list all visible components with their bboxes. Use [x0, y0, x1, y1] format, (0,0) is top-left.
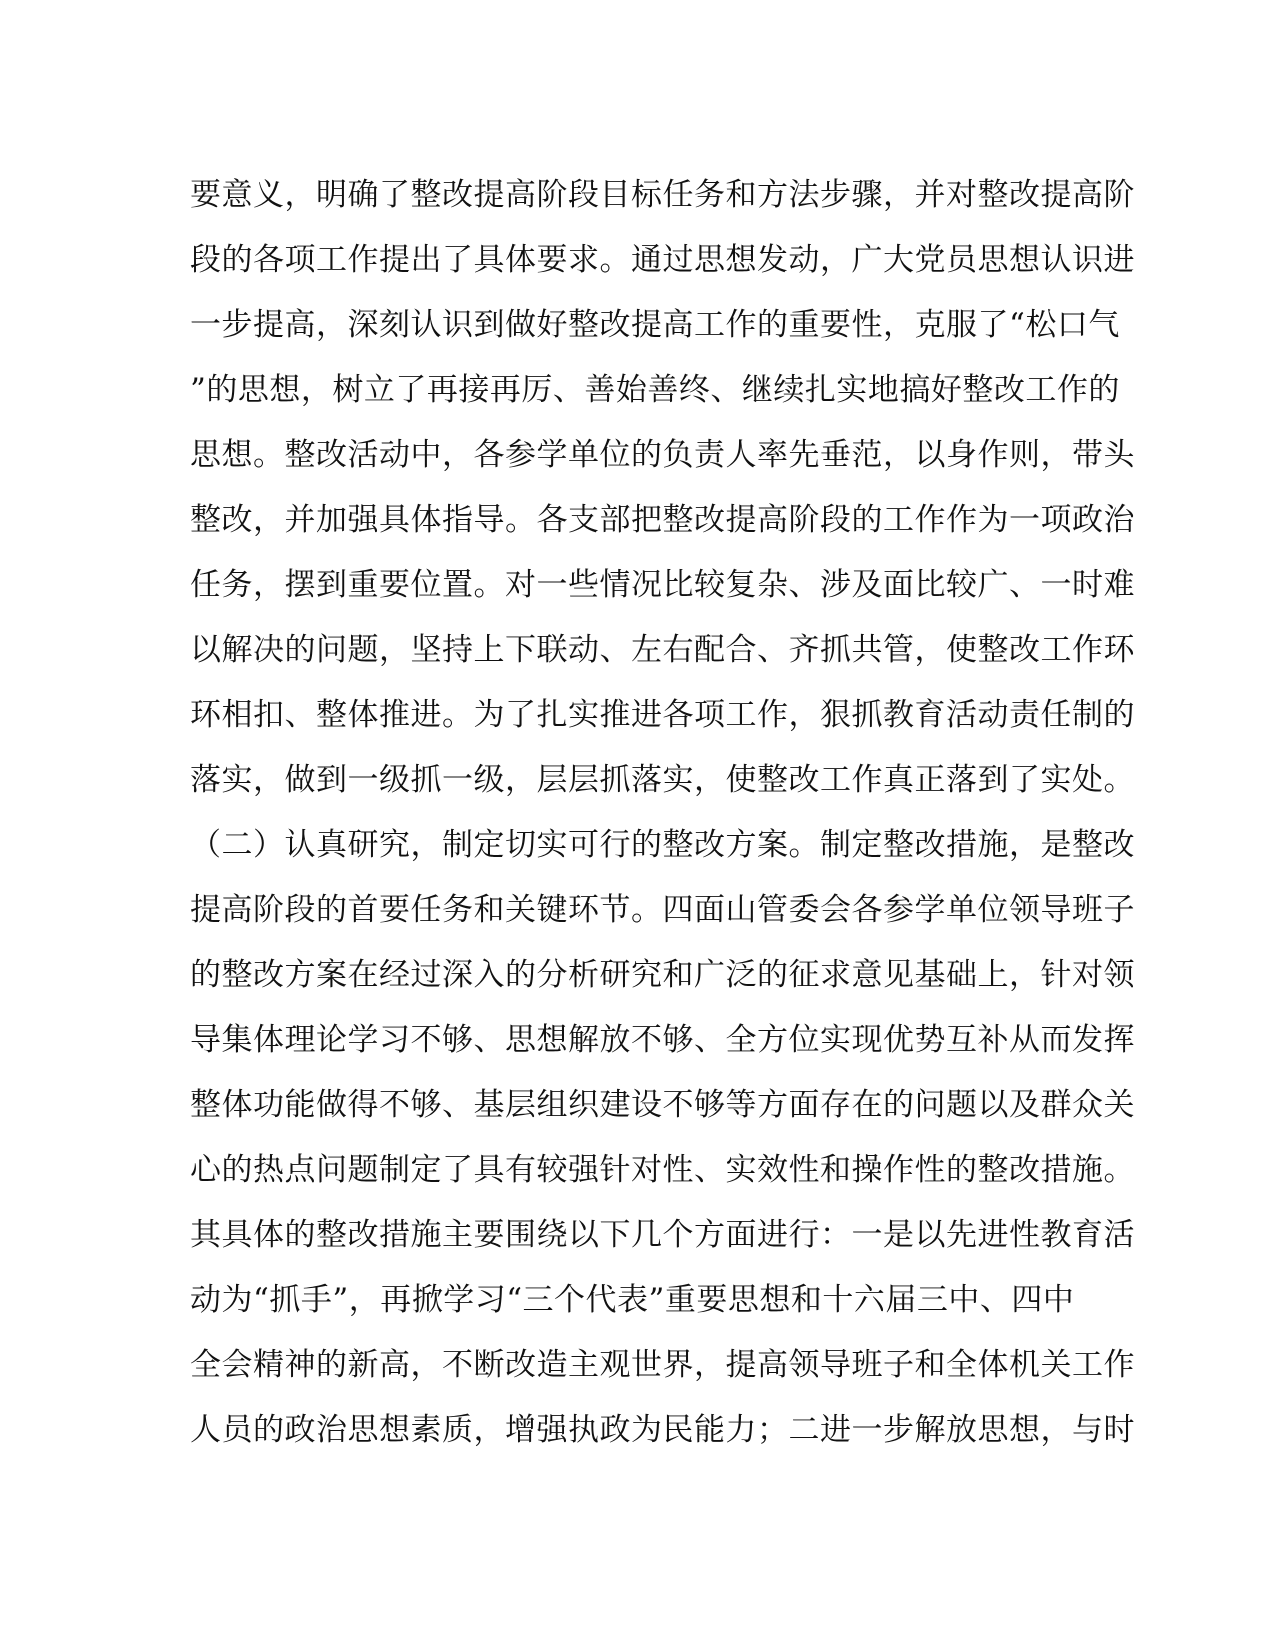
text-line: 导集体理论学习不够、思想解放不够、全方位实现优势互补从而发挥	[190, 1022, 1135, 1058]
text-line: ”的思想，树立了再接再厉、善始善终、继续扎实地搞好整改工作的	[190, 372, 1120, 408]
text-line: （二）认真研究，制定切实可行的整改方案。制定整改措施，是整改	[190, 827, 1135, 863]
text-line: 全会精神的新高，不断改造主观世界，提高领导班子和全体机关工作	[190, 1347, 1135, 1383]
text-line: 段的各项工作提出了具体要求。通过思想发动，广大党员思想认识进	[190, 242, 1135, 278]
text-line: 整改，并加强具体指导。各支部把整改提高阶段的工作作为一项政治	[190, 502, 1135, 538]
text-line: 落实，做到一级抓一级，层层抓落实，使整改工作真正落到了实处。	[190, 762, 1135, 798]
text-line: 人员的政治思想素质，增强执政为民能力；二进一步解放思想，与时	[190, 1412, 1135, 1448]
text-line: 环相扣、整体推进。为了扎实推进各项工作，狠抓教育活动责任制的	[190, 697, 1135, 733]
text-line: 思想。整改活动中，各参学单位的负责人率先垂范，以身作则，带头	[190, 437, 1135, 473]
text-line: 的整改方案在经过深入的分析研究和广泛的征求意见基础上，针对领	[190, 957, 1135, 993]
text-line: 其具体的整改措施主要围绕以下几个方面进行：一是以先进性教育活	[190, 1217, 1135, 1253]
body-text	[190, 163, 1135, 1463]
text-line: 心的热点问题制定了具有较强针对性、实效性和操作性的整改措施。	[190, 1152, 1135, 1188]
text-line: 要意义，明确了整改提高阶段目标任务和方法步骤，并对整改提高阶	[190, 177, 1135, 213]
text-line: 提高阶段的首要任务和关键环节。四面山管委会各参学单位领导班子	[190, 892, 1135, 928]
text-line: 整体功能做得不够、基层组织建设不够等方面存在的问题以及群众关	[190, 1087, 1135, 1123]
text-line: 一步提高，深刻认识到做好整改提高工作的重要性，克服了“松口气	[190, 307, 1120, 343]
text-line: 动为“抓手”，再掀学习“三个代表”重要思想和十六届三中、四中	[190, 1282, 1075, 1318]
text-line: 任务，摆到重要位置。对一些情况比较复杂、涉及面比较广、一时难	[190, 567, 1135, 603]
text-line: 以解决的问题，坚持上下联动、左右配合、齐抓共管，使整改工作环	[190, 632, 1135, 668]
